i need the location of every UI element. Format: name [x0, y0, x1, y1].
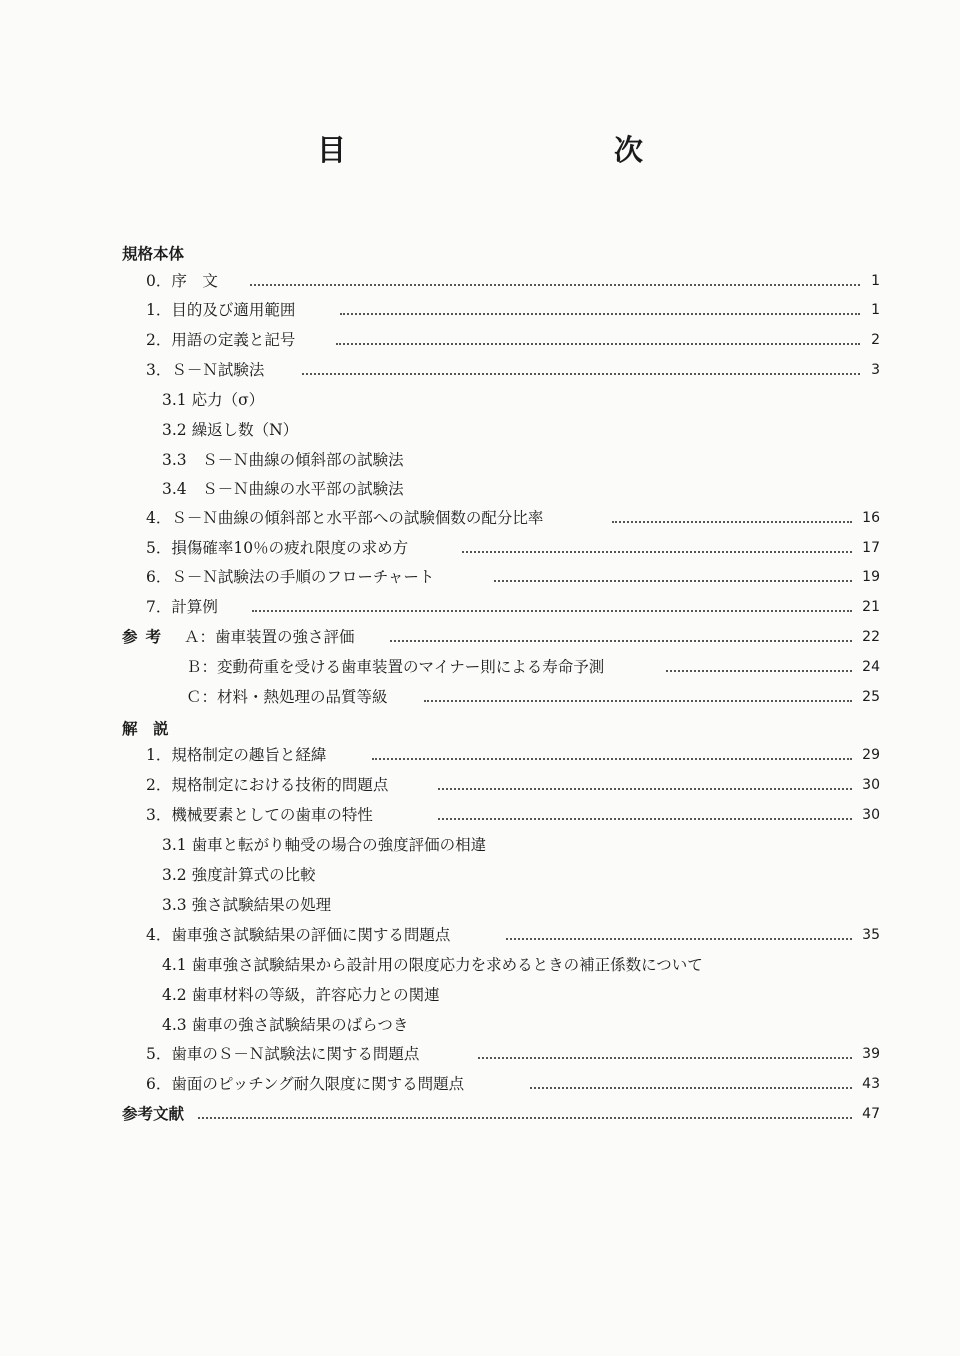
toc-entry-page: 17 — [862, 540, 880, 556]
dot-leader — [336, 343, 860, 345]
dot-leader — [506, 938, 852, 940]
toc-entry-reference[interactable] — [0, 624, 960, 650]
toc-subentry[interactable] — [0, 862, 960, 888]
toc-entry[interactable] — [0, 357, 960, 383]
toc-entry-page: 1 — [871, 273, 880, 289]
toc-entry-label: 3.1 応力（σ） — [162, 391, 265, 409]
section-heading-body — [0, 241, 960, 267]
toc-entry-label: Ｂ：変動荷重を受ける歯車装置のマイナー則による寿命予測 — [186, 658, 605, 676]
toc-entry-page: 1 — [871, 302, 880, 318]
reference-tag: 参考 — [122, 628, 170, 646]
toc-entry-label: 4．歯車強さ試験結果の評価に関する問題点 — [146, 926, 451, 944]
toc-entry-label: 6．歯面のピッチング耐久限度に関する問題点 — [146, 1075, 465, 1093]
reference-label: Ａ：歯車装置の強さ評価 — [184, 628, 355, 646]
toc-entry-label: 3.3 Ｓ－Ｎ曲線の傾斜部の試験法 — [162, 451, 404, 469]
toc-subentry[interactable] — [0, 1012, 960, 1038]
toc-subentry[interactable] — [0, 832, 960, 858]
toc-entry-label: 7．計算例 — [146, 598, 218, 616]
toc-entry-label: 0．序 文 — [146, 272, 218, 290]
toc-entry[interactable] — [0, 268, 960, 294]
dot-leader — [390, 640, 852, 642]
section-heading-label: 規格本体 — [122, 245, 185, 263]
toc-entry-label: 1．規格制定の趣旨と経緯 — [146, 746, 327, 764]
toc-entry-label: 4.3 歯車の強さ試験結果のばらつき — [162, 1016, 409, 1034]
toc-entry-page: 35 — [862, 927, 880, 943]
dot-leader — [462, 551, 852, 553]
toc-entry[interactable] — [0, 802, 960, 828]
dot-leader — [252, 610, 852, 612]
toc-entry-label: 4.1 歯車強さ試験結果から設計用の限度応力を求めるときの補正係数について — [162, 956, 703, 974]
toc-entry[interactable] — [0, 594, 960, 620]
toc-entry-page: 16 — [862, 510, 880, 526]
dot-leader — [494, 580, 852, 582]
toc-entry-page: 2 — [871, 332, 880, 348]
section-heading-label: 解 説 — [122, 720, 169, 738]
toc-entry-label: 3．機械要素としての歯車の特性 — [146, 806, 373, 824]
toc-entry-page: 19 — [862, 569, 880, 585]
toc-subentry[interactable] — [0, 952, 960, 978]
toc-entry-page: 25 — [862, 689, 880, 705]
toc-entry-page: 3 — [871, 362, 880, 378]
toc-entry-label: 3.2 繰返し数（N） — [162, 421, 299, 439]
toc-entry[interactable] — [0, 922, 960, 948]
toc-entry-label: 参考文献 — [122, 1105, 185, 1123]
dot-leader — [666, 670, 852, 672]
toc-entry-page: 43 — [862, 1076, 880, 1092]
toc-entry-label: 1．目的及び適用範囲 — [146, 301, 296, 319]
dot-leader — [340, 313, 860, 315]
dot-leader — [250, 284, 860, 286]
toc-entry[interactable] — [0, 297, 960, 323]
dot-leader — [302, 373, 860, 375]
toc-entry[interactable] — [0, 535, 960, 561]
toc-subentry[interactable] — [0, 447, 960, 473]
toc-entry-page: 39 — [862, 1046, 880, 1062]
dot-leader — [478, 1057, 852, 1059]
toc-entry-label: 3.2 強度計算式の比較 — [162, 866, 316, 884]
toc-entry-label: 3.3 強さ試験結果の処理 — [162, 896, 332, 914]
toc-entry-label: 2．用語の定義と記号 — [146, 331, 296, 349]
toc-entry-reference[interactable] — [0, 654, 960, 680]
toc-entry-page: 29 — [862, 747, 880, 763]
toc-entry-label: 6．Ｓ－Ｎ試験法の手順のフローチャート — [146, 568, 435, 586]
dot-leader — [612, 521, 852, 523]
toc-entry-label: 5．歯車のＳ－Ｎ試験法に関する問題点 — [146, 1045, 420, 1063]
toc-entry-page: 30 — [862, 807, 880, 823]
toc-entry-label: 3.4 Ｓ－Ｎ曲線の水平部の試験法 — [162, 480, 404, 498]
dot-leader — [372, 758, 852, 760]
toc-entry-page: 22 — [862, 629, 880, 645]
toc-entry[interactable] — [0, 772, 960, 798]
toc-entry-label: 5．損傷確率10％の疲れ限度の求め方 — [146, 539, 409, 557]
toc-entry-page: 24 — [862, 659, 880, 675]
dot-leader — [198, 1117, 852, 1119]
toc-entry[interactable] — [0, 1041, 960, 1067]
toc-entry[interactable] — [0, 327, 960, 353]
toc-entry-label: 4．Ｓ－Ｎ曲線の傾斜部と水平部への試験個数の配分比率 — [146, 509, 544, 527]
page-title: 目 次 — [316, 133, 713, 167]
toc-entry-bibliography[interactable] — [0, 1101, 960, 1127]
dot-leader — [530, 1087, 852, 1089]
toc-entry-label: 4.2 歯車材料の等級，許容応力との関連 — [162, 986, 440, 1004]
toc-entry-label: 2．規格制定における技術的問題点 — [146, 776, 389, 794]
toc-subentry[interactable] — [0, 417, 960, 443]
toc-entry-page: 47 — [862, 1106, 880, 1122]
toc-entry-label: Ｃ：材料・熱処理の品質等級 — [186, 688, 388, 706]
toc-subentry[interactable] — [0, 387, 960, 413]
toc-entry-label — [122, 624, 355, 650]
toc-entry[interactable] — [0, 505, 960, 531]
dot-leader — [438, 788, 852, 790]
toc-entry-label: 3.1 歯車と転がり軸受の場合の強度評価の相違 — [162, 836, 487, 854]
toc-entry[interactable] — [0, 1071, 960, 1097]
toc-entry-label: 3．Ｓ－Ｎ試験法 — [146, 361, 265, 379]
toc-entry-reference[interactable] — [0, 684, 960, 710]
toc-entry-page: 30 — [862, 777, 880, 793]
toc-subentry[interactable] — [0, 982, 960, 1008]
dot-leader — [438, 818, 852, 820]
dot-leader — [424, 700, 852, 702]
toc-entry[interactable] — [0, 742, 960, 768]
toc-subentry[interactable] — [0, 892, 960, 918]
toc-entry-page: 21 — [862, 599, 880, 615]
section-heading-commentary — [0, 716, 960, 742]
toc-subentry[interactable] — [0, 476, 960, 502]
toc-entry[interactable] — [0, 564, 960, 590]
